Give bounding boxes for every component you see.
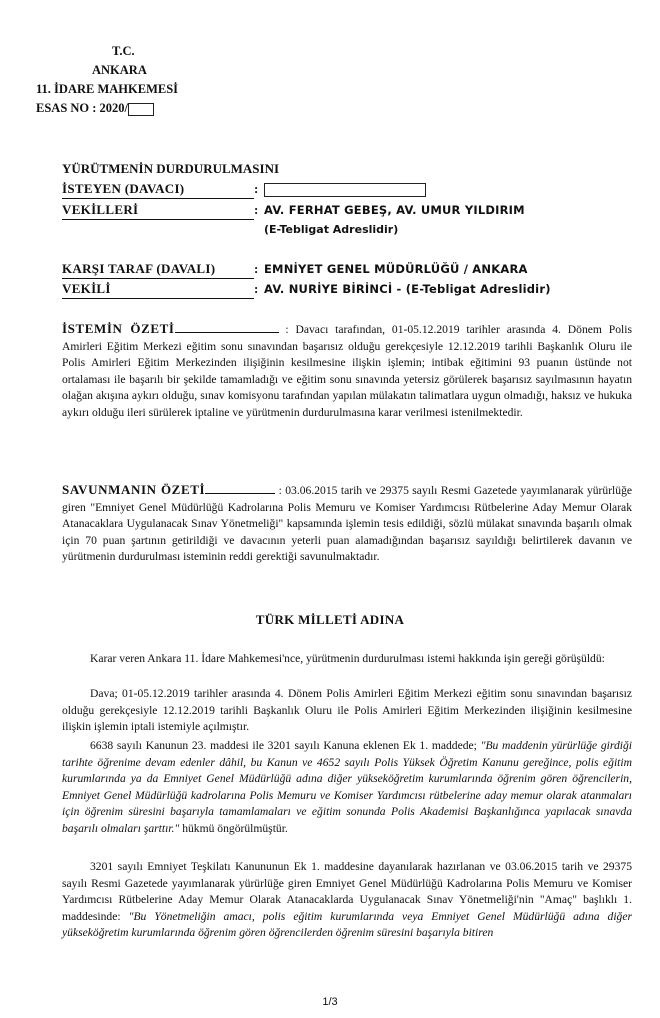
savunma-label: SAVUNMANIN ÖZETİ [62, 482, 206, 497]
party-davaci-row: İSTEYEN (DAVACI) : [62, 180, 426, 199]
vekili-value: AV. NURİYE BİRİNCİ - (E-Tebligat Adreslidir) [264, 282, 551, 296]
body-p4 [62, 859, 632, 942]
karsi-value: EMNİYET GENEL MÜDÜRLÜĞÜ / ANKARA [264, 262, 528, 276]
vekilleri-label: VEKİLLERİ [62, 201, 254, 220]
savunma-ozeti [62, 482, 632, 566]
body-p3-end: hükmü öngörülmüştür. [179, 821, 288, 835]
davaci-redaction [264, 183, 426, 197]
party-title: YÜRÜTMENİN DURDURULMASINI [62, 161, 280, 176]
body-p3-italic: "Bu maddenin yürürlüğe girdiği tarihte öğrenime devam edenler dâhil, bu Kanun ve 4652 sayılı Polis Yüksek Öğretim Kanunu gereğince, polis eğitim kurumlarında ya da Emniyet Genel Müdürlüğü adına diğer yükseköğretim kurumlarında öğrenim gören öğrencilerin, Emniyet Genel Müdürlüğü kadrolarına Polis Memuru ve Komiser Yardımcısı rütbelerine aday memur olarak atanmaları için öğrenim süresini başarıyla tamamlamaları ve eğitim sonunda Polis Akademisi Başkanlığınca yapılacak sınavda başarılı olmaları şarttır." [62, 739, 632, 835]
body-p3-start: 6638 sayılı Kanunun 23. maddesi ile 3201 sayılı Kanuna eklenen Ek 1. maddede; [90, 739, 481, 752]
savunma-underline [205, 493, 275, 494]
header-esas [36, 99, 154, 117]
vekilleri-note-row [264, 220, 398, 239]
esas-redaction [128, 103, 154, 116]
body-p3 [62, 738, 632, 838]
page-number: 1/3 [322, 996, 338, 1008]
party-vekilleri-row: VEKİLLERİ : AV. FERHAT GEBEŞ, AV. UMUR YILDIRIM [62, 201, 525, 220]
esas-label: ESAS NO : 2020/ [36, 101, 129, 115]
body-p1: Karar veren Ankara 11. İdare Mahkemesi'nce, yürütmenin durdurulması istemi hakkında işin gereği görüşüldü: [90, 652, 605, 665]
istemin-text: : Davacı tarafından, 01-05.12.2019 tarihler arasında 4. Dönem Polis Amirleri Eğitim Merkezi eğitim sonu sınavından başarısız olduğu gerekçesiyle 12.12.2019 tarihli Başkanlık Oluru ile Polis Amirleri Eğitim Merkezinden ilişiğinin kesilmesine ilişkin işlemin; intibak eğitimini 93 puanın üstünde not ortalaması ile başarılı bir şekilde tamamladığı ve eğitim sonu sınavında yetersiz görülerek başarısız sayılmasının hayatın olağan akışına aykırı olduğu, sınav komisyonu tarafından yapılan mülakatın talimatlara uygun olmadığı, haksız ve hukuka aykırı olduğu ileri sürülerek iptaline ve yürütmenin durdurulmasına karar verilmesi istenilmektedir. [62, 323, 632, 419]
center-title: TÜRK MİLLETİ ADINA [255, 612, 405, 627]
istemin-ozeti [62, 321, 632, 422]
header-tc: T.C. [112, 44, 135, 58]
vekili-label: VEKİLİ [62, 280, 254, 299]
body-p2: Dava; 01-05.12.2019 tarihler arasında 4. Dönem Polis Amirleri Eğitim Merkezi eğitim sonu sınavından başarısız olduğu gerekçesiyle 12.12.2019 tarihli Başkanlık Oluru ile Polis Amirleri Eğitim Merkezinden ilişiğinin kesilmesine ilişkin işlemin iptali istemiyle açılmıştır. [62, 687, 632, 734]
body-p4-start: 3201 sayılı Emniyet Teşkilatı Kanununun Ek 1. maddesine dayanılarak hazırlanan ve 03.06.2015 tarih ve 29375 sayılı Resmi Gazetede yayımlanarak yürürlüğe giren Emniyet Genel Müdürlüğü Kadrolarına Polis Memuru ve Komiser Yardımcısı Rütbelerine Aday Memur Olarak Atanacaklarda Uygulanacak Sınav Yönetmeliği'nin "Amaç" başlıklı 1. maddesinde: [62, 860, 632, 923]
savunma-text: : 03.06.2015 tarih ve 29375 sayılı Resmi Gazetede yayımlanarak yürürlüğe giren "Emniyet Genel Müdürlüğü Kadrolarına Polis Memuru ve Komiser Yardımcısı Rütbelerine Aday Memur Olarak Atanacaklara Uygulanacak Sınav Yönetmeliği" kapsamında işlemin tesis edildiği, sözlü mülakat sınavında başarılı olmak için 70 puan şartının getirildiği ve davacının yeterli puan alamadığından başarısız sayıldığı belirtilerek davanın ve yürütmenin durdurulması isteminin reddi gerektiği savunulmaktadır. [62, 484, 633, 564]
davaci-label: İSTEYEN (DAVACI) [62, 180, 254, 199]
vekilleri-value: AV. FERHAT GEBEŞ, AV. UMUR YILDIRIM [264, 203, 525, 217]
header-city: ANKARA [92, 63, 147, 77]
party-karsi-row: KARŞI TARAF (DAVALI) : EMNİYET GENEL MÜDÜRLÜĞÜ / ANKARA [62, 260, 528, 279]
header-court: 11. İDARE MAHKEMESİ [36, 82, 179, 96]
karsi-label: KARŞI TARAF (DAVALI) [62, 260, 254, 279]
vekilleri-note: (E-Tebligat Adreslidir) [264, 223, 399, 236]
body-p4-italic: "Bu Yönetmeliğin amacı, polis eğitim kurumlarında veya Emniyet Genel Müdürlüğü adına diğer yükseköğretim kurumlarında öğrenim gören öğrencilerden öğrenim süresini başarıyla bitiren [62, 909, 633, 940]
istemin-underline [175, 332, 279, 333]
party-vekili-row: VEKİLİ : AV. NURİYE BİRİNCİ - (E-Tebligat Adreslidir) [62, 280, 551, 299]
istemin-label: İSTEMİN ÖZETİ [62, 321, 175, 336]
